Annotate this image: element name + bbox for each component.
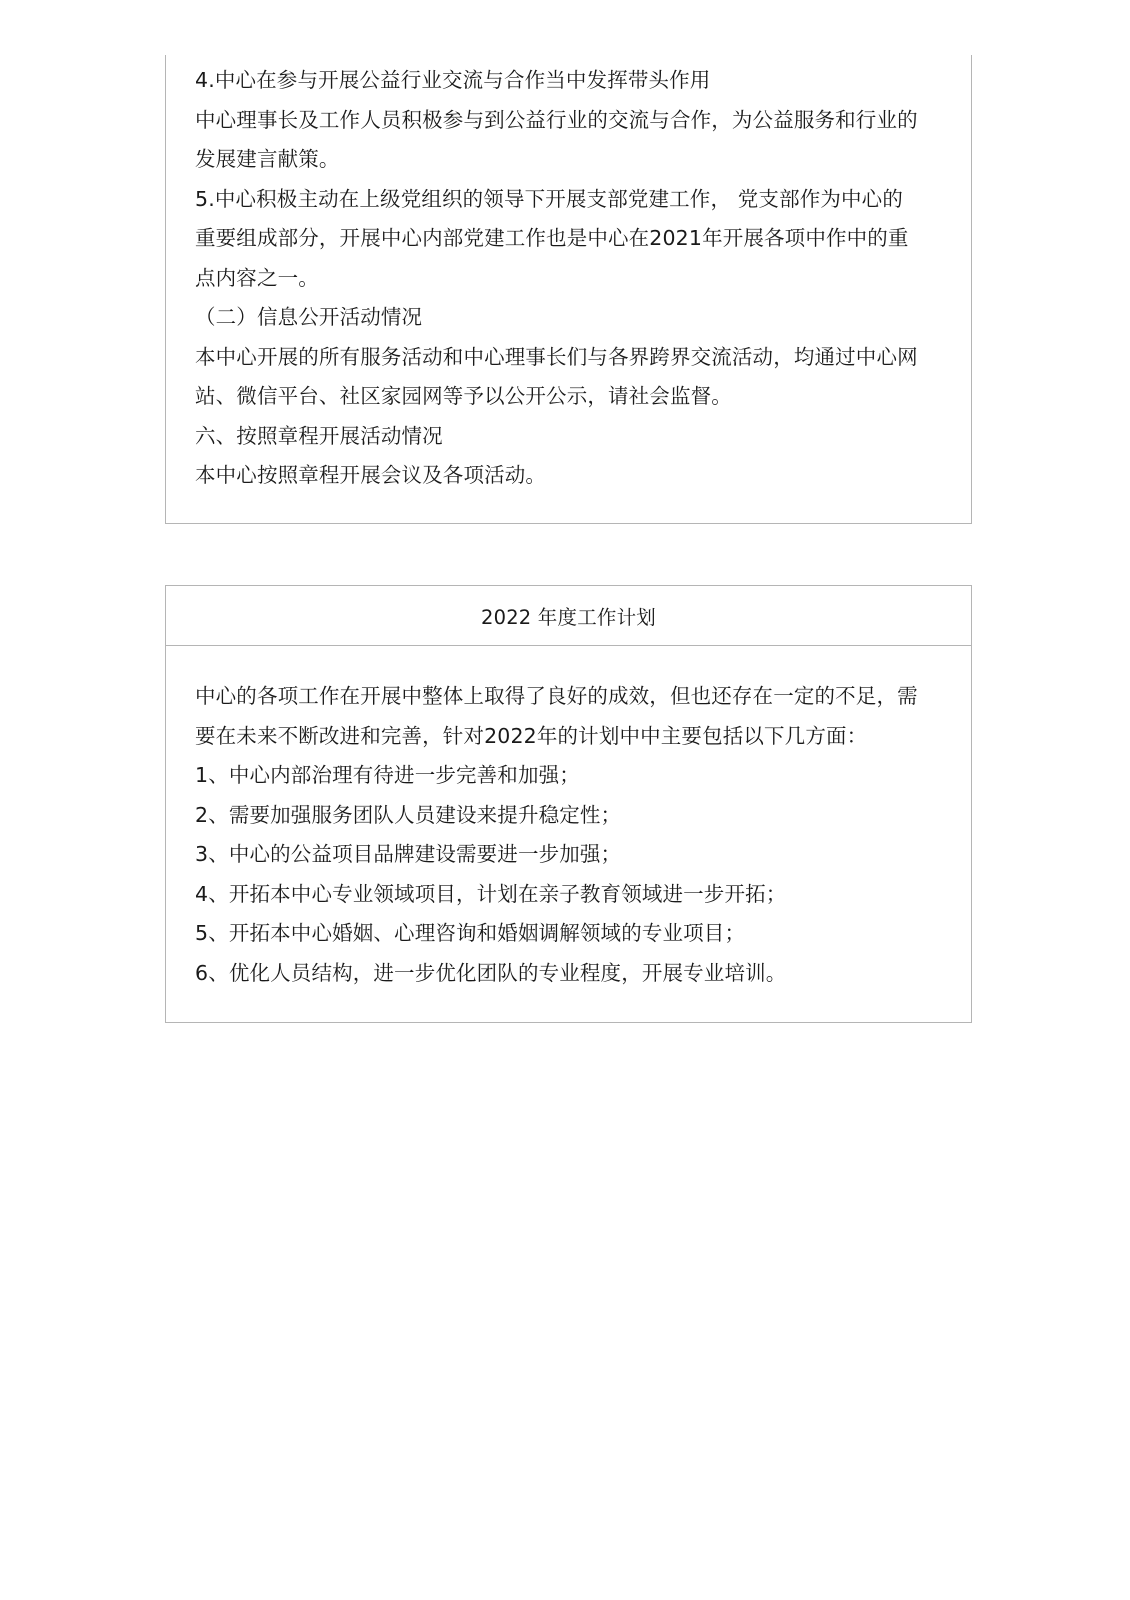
report-line: 站、微信平台、社区家园网等予以公开公示，请社会监督。: [195, 384, 732, 408]
plan-section-body: [166, 646, 971, 993]
plan-list-item: 1、中心内部治理有待进一步完善和加强；: [195, 763, 580, 787]
report-line: 本中心按照章程开展会议及各项活动。: [195, 463, 547, 487]
report-section-box: [165, 55, 972, 524]
plan-list-item: 4、开拓本中心专业领域项目，计划在亲子教育领域进一步开拓；: [195, 881, 787, 906]
plan-intro-line: 要在未来不断改进和完善，针对2022年的计划中中主要包括以下几方面：: [195, 723, 868, 748]
report-line: 本中心开展的所有服务活动和中心理事长们与各界跨界交流活动，均通过中心网: [195, 344, 918, 369]
report-line: 发展建言献策。: [195, 147, 340, 171]
report-line: 5.中心积极主动在上级党组织的领导下开展支部党建工作， 党支部作为中心的: [195, 186, 903, 211]
report-line: 重要组成部分，开展中心内部党建工作也是中心在2021年开展各项中作中的重: [195, 226, 909, 250]
plan-list-item: 3、中心的公益项目品牌建设需要进一步加强；: [195, 842, 622, 866]
section-heading-charter-activities: 六、按照章程开展活动情况: [195, 423, 443, 448]
plan-section-box: [165, 585, 972, 1023]
report-line: 中心理事长及工作人员积极参与到公益行业的交流与合作，为公益服务和行业的: [195, 107, 918, 132]
report-line: 点内容之一。: [195, 265, 319, 290]
plan-section-title: 2022 年度工作计划: [166, 586, 971, 646]
plan-intro-line: 中心的各项工作在开展中整体上取得了良好的成效，但也还存在一定的不足，需: [195, 684, 918, 708]
plan-list-item: 6、优化人员结构，进一步优化团队的专业程度，开展专业培训。: [195, 960, 787, 985]
plan-list-item: 5、开拓本中心婚姻、心理咨询和婚姻调解领域的专业项目；: [195, 921, 746, 945]
plan-list-item: 2、需要加强服务团队人员建设来提升稳定性；: [195, 802, 622, 827]
subsection-heading-info-disclosure: （二）信息公开活动情况: [195, 305, 423, 329]
report-line: 4.中心在参与开展公益行业交流与合作当中发挥带头作用: [195, 68, 711, 92]
